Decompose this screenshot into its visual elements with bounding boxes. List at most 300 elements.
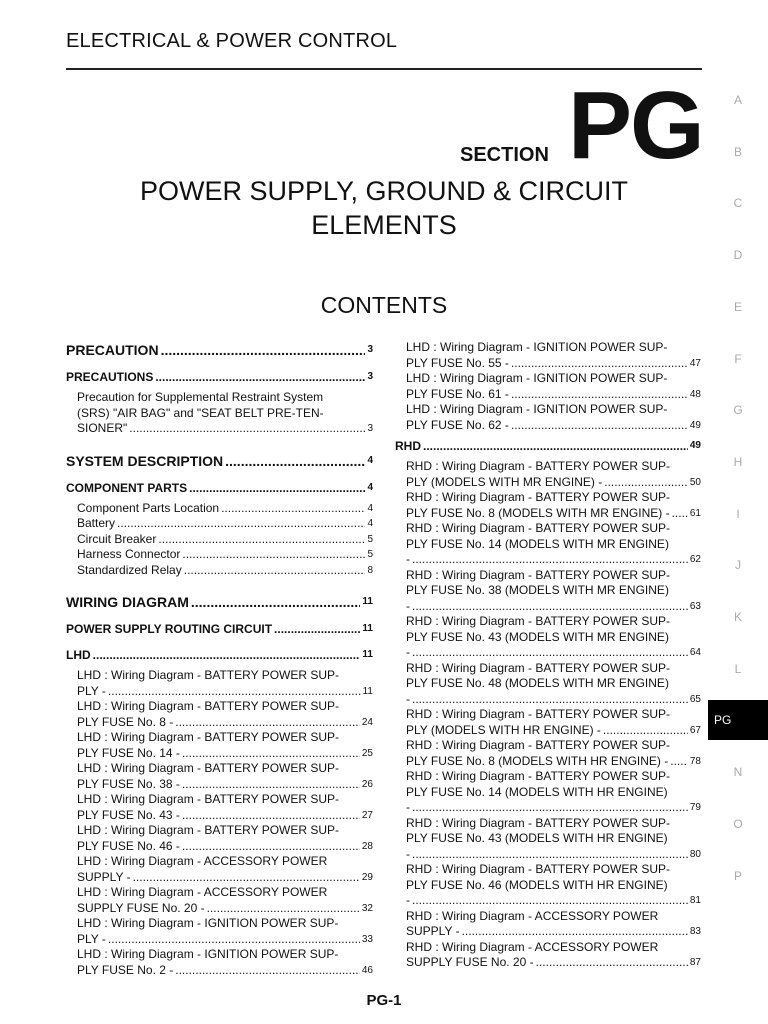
toc-entry-text: - (406, 552, 410, 566)
toc-entry[interactable] (66, 823, 373, 854)
toc-entry-line (77, 947, 373, 963)
toc-page-number[interactable]: 29 (361, 871, 373, 883)
toc-entry-text: RHD : Wiring Diagram - ACCESSORY POWER (406, 908, 659, 923)
toc-entry-text: LHD : Wiring Diagram - BATTERY POWER SUP- (77, 730, 340, 744)
toc-page-number[interactable]: 83 (689, 926, 701, 937)
toc-entry-line (406, 924, 701, 940)
toc-dot-leader (108, 932, 360, 948)
toc-dot-leader (129, 421, 365, 437)
toc-dot-leader (672, 506, 688, 522)
toc-entry-text: RHD : Wiring Diagram - BATTERY POWER SUP- (406, 862, 671, 876)
toc-page-number[interactable]: 80 (689, 848, 701, 860)
toc-entry-line (406, 630, 701, 646)
toc-entry-text: PLY (MODELS WITH MR ENGINE) - (406, 474, 603, 489)
toc-entry-line (406, 676, 701, 692)
toc-entry-line (406, 692, 701, 708)
toc-entry-line (77, 854, 373, 870)
page-number: PG-1 (366, 992, 402, 1009)
toc-dot-leader (412, 847, 688, 863)
toc-entry-text: Circuit Breaker (77, 531, 157, 546)
toc-entry[interactable] (395, 661, 701, 708)
toc-entry[interactable] (66, 792, 373, 823)
toc-dot-leader (189, 479, 365, 497)
toc-right-column (395, 340, 701, 971)
toc-entry[interactable] (395, 909, 701, 940)
toc-entry-line (66, 451, 373, 471)
toc-entry-line (77, 916, 373, 932)
section-tab-l[interactable]: L (734, 661, 742, 676)
toc-page-number[interactable]: 3 (367, 423, 373, 434)
toc-entry-text: Standardized Relay (77, 562, 182, 577)
toc-page-number[interactable]: 26 (361, 778, 373, 790)
toc-entry-line (77, 808, 373, 824)
toc-entry-text: - (406, 800, 410, 814)
toc-entry[interactable] (66, 668, 373, 699)
toc-entry-line (77, 715, 373, 731)
toc-entry-text: PLY FUSE No. 8 (MODELS WITH MR ENGINE) - (406, 505, 670, 520)
toc-entry-line (66, 368, 373, 386)
toc-entry-text: - (406, 598, 410, 613)
toc-page-number[interactable]: 11 (362, 623, 373, 634)
toc-entry[interactable] (395, 490, 701, 521)
toc-spacer (66, 578, 373, 592)
toc-entry-text: LHD (66, 648, 91, 662)
toc-entry[interactable] (66, 699, 373, 730)
toc-entry-line (406, 940, 701, 956)
toc-entry[interactable] (395, 340, 701, 371)
toc-page-number[interactable]: 28 (361, 840, 373, 852)
toc-dot-leader (412, 645, 688, 661)
toc-entry[interactable] (66, 563, 373, 579)
toc-dot-leader (603, 723, 688, 739)
toc-entry-text: - (406, 691, 410, 706)
toc-dot-leader (155, 368, 365, 386)
toc-entry-line (77, 390, 373, 406)
toc-page-number[interactable]: 11 (362, 649, 373, 660)
section-tab-e[interactable]: E (733, 299, 742, 314)
toc-entry-line (406, 521, 701, 537)
toc-entry[interactable] (66, 451, 373, 471)
toc-entry-line (406, 661, 701, 677)
toc-entry-line (406, 356, 701, 372)
toc-page-number[interactable]: 3 (367, 344, 373, 355)
toc-spacer (66, 437, 373, 451)
section-tab-n[interactable]: N (733, 765, 743, 780)
toc-spacer (66, 638, 373, 646)
toc-entry[interactable] (66, 646, 373, 664)
toc-entry-line (77, 532, 373, 548)
toc-page-number[interactable]: 4 (367, 454, 373, 466)
section-tab-g[interactable]: G (733, 403, 743, 418)
toc-page-number[interactable]: 25 (361, 747, 373, 759)
toc-dot-leader (412, 599, 688, 615)
toc-entry-line (77, 870, 373, 886)
toc-dot-leader (511, 356, 688, 372)
toc-entry-line (395, 437, 701, 455)
toc-entry[interactable] (66, 532, 373, 548)
section-tab-j[interactable]: J (735, 558, 741, 573)
toc-entry-text: PLY FUSE No. 2 - (77, 962, 174, 977)
toc-entry-line (77, 932, 373, 948)
toc-entry-line (406, 614, 701, 630)
toc-page-number[interactable]: 61 (689, 507, 701, 519)
toc-entry-text: RHD : Wiring Diagram - BATTERY POWER SUP- (406, 567, 671, 582)
toc-entry-line (77, 885, 373, 901)
toc-dot-leader (221, 501, 365, 517)
toc-entry-line (66, 646, 373, 664)
toc-dot-leader (225, 451, 365, 471)
toc-entry[interactable] (66, 516, 373, 532)
toc-dot-leader (175, 963, 360, 979)
toc-entry[interactable] (66, 854, 373, 885)
section-tab-b[interactable]: B (733, 144, 742, 159)
section-tab-pg[interactable]: PG (708, 700, 768, 740)
toc-entry-text: LHD : Wiring Diagram - IGNITION POWER SUP- (77, 916, 339, 930)
section-tab-d[interactable]: D (733, 248, 743, 263)
toc-entry-text: RHD : Wiring Diagram - BATTERY POWER SUP- (406, 660, 671, 675)
section-tab-h[interactable]: H (733, 454, 743, 469)
toc-entry-line (406, 402, 701, 418)
toc-entry-line (406, 583, 701, 599)
toc-entry-line (66, 620, 373, 638)
toc-page-number[interactable]: 63 (689, 600, 701, 612)
toc-entry-line (77, 792, 373, 808)
toc-entry-text: - (406, 893, 410, 907)
toc-dot-leader (511, 418, 688, 434)
toc-dot-leader (182, 808, 360, 824)
section-tab-a[interactable]: A (733, 93, 742, 107)
toc-entry-line (406, 878, 701, 894)
toc-dot-leader (93, 646, 361, 664)
toc-page-number[interactable]: 78 (689, 755, 701, 767)
toc-entry[interactable] (66, 730, 373, 761)
toc-entry-line (406, 769, 701, 785)
toc-page-number[interactable]: 11 (362, 596, 373, 607)
toc-entry-line (406, 909, 701, 925)
toc-entry-text: (SRS) "AIR BAG" and "SEAT BELT PRE-TEN- (77, 405, 324, 420)
toc-entry-line (406, 506, 701, 522)
toc-entry-text: RHD (395, 439, 421, 453)
section-tab-f[interactable]: F (734, 351, 742, 366)
toc-page-number[interactable]: 5 (367, 533, 373, 545)
toc-entry-line (77, 684, 373, 700)
toc-entry-text: PLY - (77, 931, 106, 946)
toc-entry-text: Harness Connector (77, 547, 181, 561)
toc-entry-text: LHD : Wiring Diagram - IGNITION POWER SUP- (77, 947, 339, 961)
toc-spacer (66, 471, 373, 479)
toc-entry[interactable] (395, 371, 701, 402)
toc-entry-line (406, 831, 701, 847)
toc-dot-leader (133, 870, 360, 886)
contents-heading: CONTENTS (320, 292, 448, 318)
toc-page-number[interactable]: 87 (689, 957, 701, 968)
toc-entry-text: PLY (MODELS WITH HR ENGINE) - (406, 722, 601, 737)
toc-entry-text: PLY FUSE No. 38 - (77, 776, 180, 791)
section-tab-i[interactable]: I (736, 506, 740, 521)
toc-page-number[interactable]: 50 (689, 476, 701, 488)
toc-entry-line (406, 800, 701, 816)
toc-entry-text: SYSTEM DESCRIPTION (66, 452, 224, 469)
toc-entry-text: Component Parts Location (77, 500, 220, 515)
toc-entry-text: LHD : Wiring Diagram - IGNITION POWER SUP- (406, 402, 668, 416)
toc-entry-line (406, 568, 701, 584)
toc-entry-line (77, 777, 373, 793)
toc-entry-line (406, 707, 701, 723)
toc-entry[interactable] (395, 940, 701, 971)
toc-page-number[interactable]: 32 (361, 902, 373, 914)
section-tab-k[interactable]: K (733, 610, 742, 624)
toc-dot-leader (182, 839, 360, 855)
toc-entry-line (406, 459, 701, 475)
toc-entry-line (406, 371, 701, 387)
toc-entry-line (406, 816, 701, 832)
toc-dot-leader (161, 340, 366, 360)
toc-entry-line (77, 839, 373, 855)
toc-entry-line (77, 563, 373, 579)
toc-page-number[interactable]: 49 (689, 440, 701, 451)
toc-entry[interactable] (66, 620, 373, 638)
toc-entry-text: PLY FUSE No. 14 - (77, 745, 180, 760)
toc-entry[interactable] (66, 479, 373, 497)
toc-page-number[interactable]: 3 (367, 371, 373, 382)
toc-dot-leader (191, 592, 361, 612)
toc-entry-line (406, 552, 701, 568)
toc-entry-text: PLY FUSE No. 55 - (406, 355, 509, 370)
toc-entry-text: SUPPLY - (77, 869, 131, 884)
toc-entry-text: LHD : Wiring Diagram - BATTERY POWER SUP- (77, 792, 340, 806)
toc-dot-leader (412, 552, 688, 568)
toc-entry-text: PLY FUSE No. 38 (MODELS WITH MR ENGINE) (406, 583, 669, 597)
toc-entry-text: RHD : Wiring Diagram - BATTERY POWER SUP- (406, 521, 671, 535)
toc-page-number[interactable]: 64 (689, 647, 701, 658)
toc-entry-line (406, 723, 701, 739)
toc-entry[interactable] (66, 885, 373, 916)
toc-entry-text: RHD : Wiring Diagram - BATTERY POWER SUP- (406, 614, 671, 628)
toc-dot-leader (158, 532, 365, 548)
toc-entry-text: LHD : Wiring Diagram - BATTERY POWER SUP- (77, 823, 340, 837)
toc-entry-text: POWER SUPPLY ROUTING CIRCUIT (66, 622, 273, 636)
toc-entry-text: PLY FUSE No. 14 (MODELS WITH MR ENGINE) (406, 536, 669, 551)
toc-entry-line (406, 418, 701, 434)
toc-entry[interactable] (66, 592, 373, 612)
toc-entry-text: PLY FUSE No. 61 - (406, 386, 509, 401)
toc-page-number[interactable]: 46 (361, 964, 373, 976)
toc-page-number[interactable]: 4 (367, 502, 373, 514)
toc-entry[interactable] (395, 816, 701, 863)
toc-entry[interactable] (395, 862, 701, 909)
toc-entry-line (77, 406, 373, 422)
toc-entry-line (77, 963, 373, 979)
toc-entry-text: Battery (77, 516, 116, 530)
toc-entry-text: LHD : Wiring Diagram - BATTERY POWER SUP- (77, 761, 340, 775)
toc-entry-text: COMPONENT PARTS (66, 480, 188, 495)
toc-entry-text: RHD : Wiring Diagram - BATTERY POWER SUP- (406, 490, 671, 504)
toc-entry[interactable] (395, 459, 701, 490)
toc-entry-line (406, 340, 701, 356)
toc-entry-text: PLY FUSE No. 46 - (77, 838, 180, 853)
toc-entry[interactable] (66, 547, 373, 563)
toc-dot-leader (117, 516, 365, 532)
toc-entry-text: RHD : Wiring Diagram - BATTERY POWER SUP- (406, 769, 671, 783)
toc-entry-line (77, 516, 373, 532)
toc-page-number[interactable]: 27 (361, 809, 373, 821)
toc-entry[interactable] (66, 390, 373, 437)
section-tab-c[interactable]: C (733, 196, 743, 211)
toc-entry-text: LHD : Wiring Diagram - BATTERY POWER SUP- (77, 699, 340, 713)
toc-entry-text: - (406, 846, 410, 861)
toc-entry-line (77, 730, 373, 746)
toc-entry-line (66, 340, 373, 360)
toc-entry-line (77, 501, 373, 517)
toc-entry[interactable] (395, 738, 701, 769)
toc-entry-text: Precaution for Supplemental Restraint System (77, 390, 324, 404)
toc-entry[interactable] (395, 707, 701, 738)
toc-spacer (66, 360, 373, 368)
toc-entry-line (406, 847, 701, 863)
toc-page-number[interactable]: 49 (689, 419, 701, 431)
toc-entry-line (77, 668, 373, 684)
toc-entry-line (406, 537, 701, 553)
toc-spacer (66, 612, 373, 620)
toc-entry[interactable] (395, 568, 701, 615)
toc-dot-leader (604, 475, 688, 491)
toc-dot-leader (462, 924, 688, 940)
toc-entry-line (77, 699, 373, 715)
toc-entry-text: SIONER" (77, 421, 128, 435)
toc-page-number[interactable]: 5 (367, 549, 373, 560)
toc-entry-text: PLY FUSE No. 62 - (406, 417, 509, 432)
toc-entry[interactable] (395, 437, 701, 455)
toc-page-number[interactable]: 65 (689, 693, 701, 705)
toc-dot-leader (207, 901, 360, 917)
toc-entry-text: RHD : Wiring Diagram - ACCESSORY POWER (406, 939, 659, 954)
toc-entry-line (406, 599, 701, 615)
toc-entry-line (406, 645, 701, 661)
toc-page-number[interactable]: 8 (367, 564, 373, 576)
toc-entry-text: SUPPLY FUSE No. 20 - (406, 955, 534, 969)
toc-entry-text: PLY FUSE No. 43 (MODELS WITH MR ENGINE) (406, 629, 669, 644)
toc-page-number[interactable]: 4 (367, 481, 373, 493)
toc-dot-leader (182, 547, 365, 563)
toc-entry-text: PLY FUSE No. 8 - (77, 714, 174, 729)
toc-entry-text: WIRING DIAGRAM (66, 594, 189, 610)
toc-entry-text: LHD : Wiring Diagram - BATTERY POWER SUP- (77, 668, 340, 682)
toc-dot-leader (108, 684, 361, 700)
section-title: POWER SUPPLY, GROUND & CIRCUIT ELEMENTS (139, 176, 629, 240)
toc-entry-line (406, 785, 701, 801)
toc-entry-text: RHD : Wiring Diagram - BATTERY POWER SUP- (406, 815, 671, 830)
toc-entry-text: PRECAUTIONS (66, 370, 154, 384)
section-label: SECTION (460, 144, 549, 166)
toc-page-number[interactable]: 4 (367, 518, 373, 529)
toc-page-number[interactable]: 48 (689, 388, 701, 400)
toc-page-number[interactable]: 81 (689, 895, 701, 906)
toc-entry-text: PLY FUSE No. 14 (MODELS WITH HR ENGINE) (406, 784, 668, 799)
toc-dot-leader (412, 692, 688, 708)
toc-page-number[interactable]: 79 (689, 802, 701, 813)
toc-entry-text: LHD : Wiring Diagram - IGNITION POWER SUP- (406, 340, 668, 354)
toc-page-number[interactable]: 67 (689, 724, 701, 736)
toc-dot-leader (182, 777, 360, 793)
toc-entry-text: RHD : Wiring Diagram - BATTERY POWER SUP- (406, 459, 671, 473)
toc-entry[interactable] (395, 402, 701, 433)
toc-entry-line (406, 387, 701, 403)
header-rule (66, 68, 702, 70)
toc-dot-leader (412, 893, 688, 909)
toc-entry-line (77, 823, 373, 839)
toc-entry-text: PLY FUSE No. 43 - (77, 807, 180, 822)
toc-entry-text: PLY FUSE No. 8 (MODELS WITH HR ENGINE) - (406, 753, 669, 768)
toc-dot-leader (182, 746, 360, 762)
toc-entry-text: RHD : Wiring Diagram - BATTERY POWER SUP- (406, 738, 671, 752)
toc-entry-line (77, 421, 373, 437)
toc-entry-line (66, 592, 373, 612)
toc-entry-line (406, 754, 701, 770)
toc-entry-line (77, 761, 373, 777)
toc-entry[interactable] (395, 521, 701, 568)
toc-entry-line (66, 479, 373, 497)
toc-entry-text: RHD : Wiring Diagram - BATTERY POWER SUP- (406, 707, 671, 721)
toc-entry[interactable] (395, 769, 701, 816)
toc-entry-line (406, 893, 701, 909)
toc-dot-leader (536, 955, 688, 971)
toc-dot-leader (511, 387, 688, 403)
toc-entry[interactable] (66, 340, 373, 360)
section-tab-p[interactable]: P (733, 868, 742, 883)
toc-entry-text: - (406, 645, 410, 659)
toc-entry-line (406, 955, 701, 971)
toc-page-number[interactable]: 11 (362, 685, 373, 697)
toc-dot-leader (412, 800, 688, 816)
toc-entry-line (406, 490, 701, 506)
toc-dot-leader (184, 563, 366, 579)
toc-entry[interactable] (66, 368, 373, 386)
toc-entry-line (77, 901, 373, 917)
toc-entry[interactable] (395, 614, 701, 661)
toc-left-column (66, 340, 373, 978)
toc-entry-text: SUPPLY - (406, 924, 460, 938)
toc-dot-leader (274, 620, 360, 638)
toc-entry-text: PLY FUSE No. 43 (MODELS WITH HR ENGINE) (406, 831, 668, 845)
toc-entry-line (77, 547, 373, 563)
toc-page-number[interactable]: 47 (689, 357, 701, 369)
toc-entry-line (406, 475, 701, 491)
toc-entry-text: SUPPLY FUSE No. 20 - (77, 900, 205, 915)
toc-page-number[interactable]: 33 (361, 933, 373, 945)
toc-entry-text: LHD : Wiring Diagram - ACCESSORY POWER (77, 885, 328, 899)
toc-entry-text: PLY - (77, 683, 106, 698)
toc-entry-line (406, 862, 701, 878)
toc-page-number[interactable]: 24 (361, 716, 373, 728)
section-tab-o[interactable]: O (733, 816, 743, 831)
toc-dot-leader (175, 715, 360, 731)
toc-entry[interactable] (66, 761, 373, 792)
toc-entry-line (77, 746, 373, 762)
toc-entry-text: PLY FUSE No. 48 (MODELS WITH MR ENGINE) (406, 676, 669, 690)
toc-entry[interactable] (66, 947, 373, 978)
toc-dot-leader (670, 754, 688, 770)
toc-dot-leader (423, 437, 688, 455)
manual-header-title: ELECTRICAL & POWER CONTROL (66, 30, 398, 52)
toc-entry-text: PRECAUTION (66, 342, 159, 358)
toc-entry[interactable] (66, 501, 373, 517)
toc-entry-text: LHD : Wiring Diagram - IGNITION POWER SUP- (406, 371, 668, 385)
toc-entry-text: LHD : Wiring Diagram - ACCESSORY POWER (77, 854, 328, 868)
toc-entry[interactable] (66, 916, 373, 947)
toc-entry-text: PLY FUSE No. 46 (MODELS WITH HR ENGINE) (406, 877, 668, 892)
toc-page-number[interactable]: 62 (689, 554, 701, 565)
section-code: PG (568, 72, 703, 179)
